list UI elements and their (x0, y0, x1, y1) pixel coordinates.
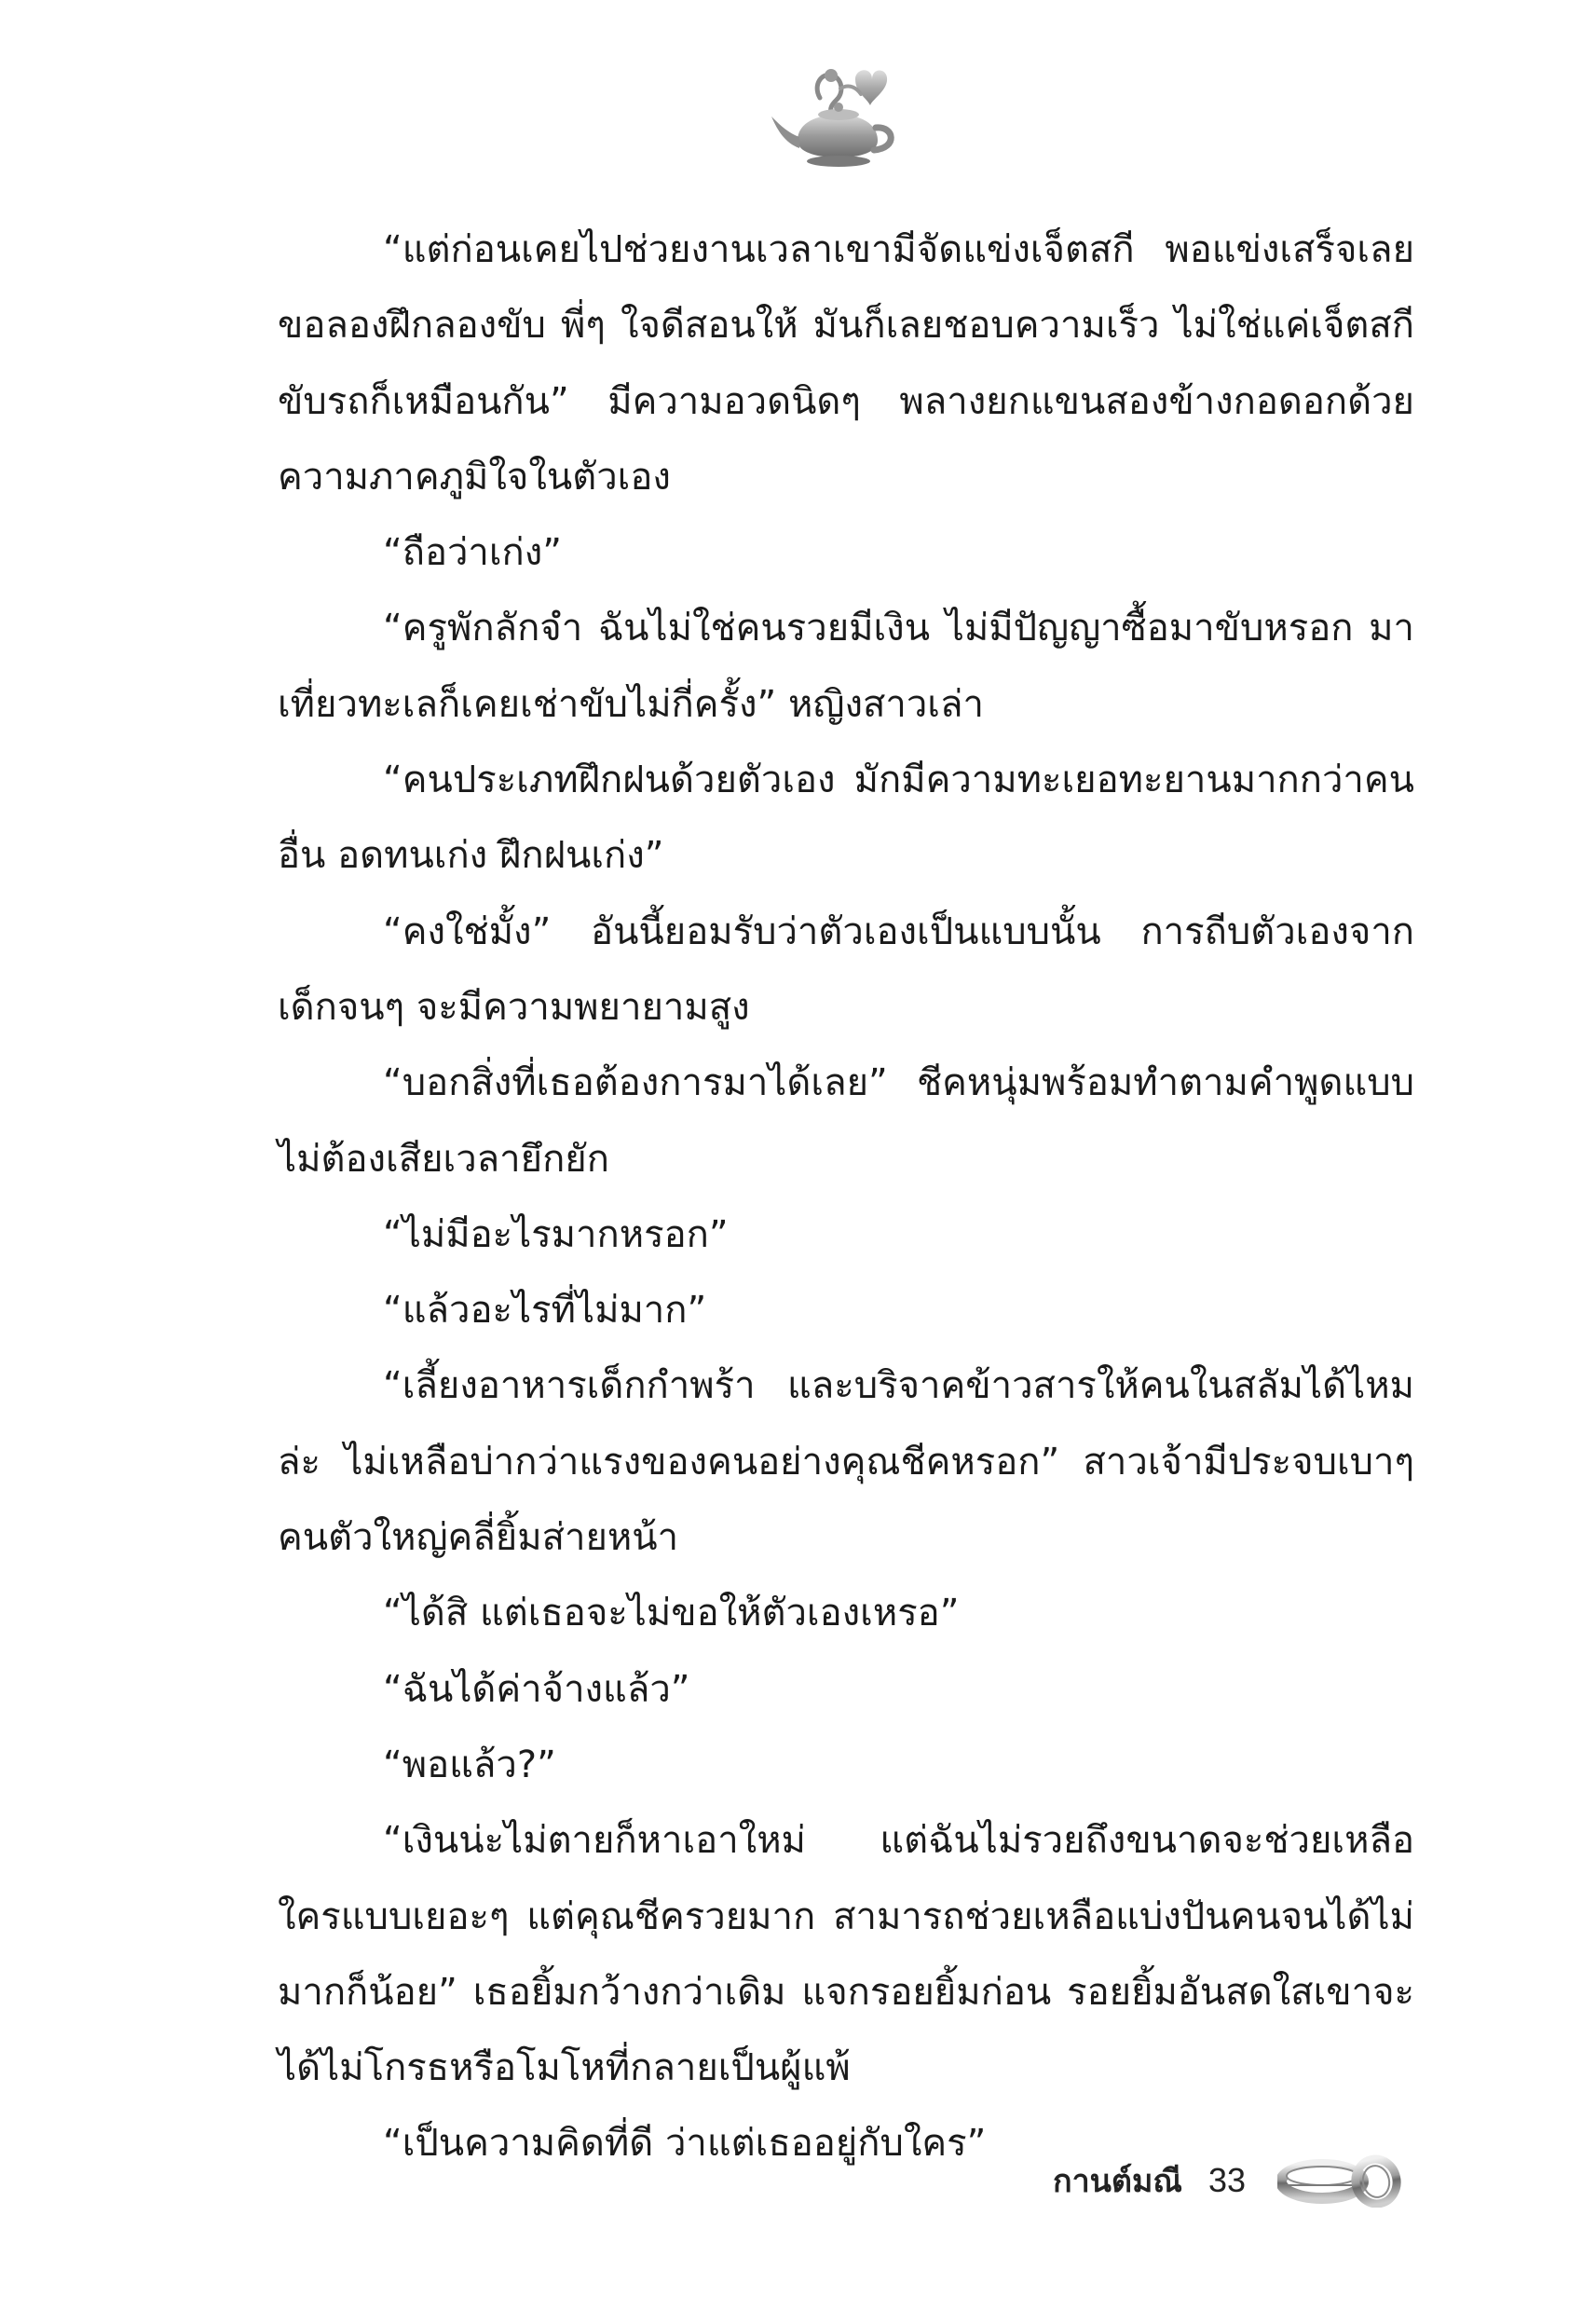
paragraph: “ไม่มีอะไรมากหรอก” (383, 1212, 729, 1256)
paragraph: “แล้วอะไรที่ไม่มาก” (383, 1289, 707, 1333)
chapter-body-text (278, 212, 1414, 2182)
paragraph: “แต่ก่อนเคยไปช่วยงานเวลาเขามีจัดแข่งเจ็ตสกี พอแข่งเสร็จเลยขอลองฝึกลองขับ พี่ๆ ใจดีสอนให้ มันก็เลยชอบความเร็ว ไม่ใช่แค่เจ็ตสกี ขับรถก็เหมือนกัน” มีความอวดนิดๆ พลางยกแขนสองข้างกอดอกด้วยความภาคภูมิใจในตัวเอง (278, 228, 1414, 499)
paragraph: “ถือว่าเก่ง” (383, 531, 563, 575)
paragraph: “เลี้ยงอาหารเด็กกำพร้า และบริจาคข้าวสารให้คนในสลัมได้ไหมล่ะ ไม่เหลือบ่ากว่าแรงของคนอย่างคุณชีคหรอก” สาวเจ้ามีประจบเบาๆ คนตัวใหญ่คลี่ยิ้มส่ายหน้า (278, 1364, 1414, 1560)
teapot-with-heart-ornament-icon (764, 51, 904, 172)
paragraph: “ฉันได้ค่าจ้างแล้ว” (383, 1667, 690, 1711)
paragraph: “บอกสิ่งที่เธอต้องการมาได้เลย” ชีคหนุ่มพร้อมทำตามคำพูดแบบไม่ต้องเสียเวลายึกยัก (278, 1061, 1414, 1181)
paragraph: “คงใช่มั้ง” อันนี้ยอมรับว่าตัวเองเป็นแบบนั้น การถีบตัวเองจากเด็กจนๆ จะมีความพยายามสูง (278, 909, 1414, 1029)
paragraph: “ครูพักลักจำ ฉันไม่ใช่คนรวยมีเงิน ไม่มีปัญญาซื้อมาขับหรอก มาเที่ยวทะเลก็เคยเช่าขับไม่กี่ครั้ง” หญิงสาวเล่า (278, 607, 1414, 726)
page-footer (1053, 2153, 1408, 2208)
page-number: 33 (1207, 2161, 1247, 2199)
wedding-rings-icon (1277, 2154, 1408, 2208)
paragraph: “คนประเภทฝึกฝนด้วยตัวเอง มักมีความทะเยอทะยานมากกว่าคนอื่น อดทนเก่ง ฝึกฝนเก่ง” (278, 759, 1414, 878)
paragraph: “เงินน่ะไม่ตายก็หาเอาใหม่ แต่ฉันไม่รวยถึงขนาดจะช่วยเหลือใครแบบเยอะๆ แต่คุณชีครวยมาก สามารถช่วยเหลือแบ่งปันคนจนได้ไม่มากก็น้อย” เธอยิ้มกว้างกว่าเดิม แจกรอยยิ้มก่อน รอยยิ้มอันสดใสเขาจะได้ไม่โกรธหรือโมโหที่กลายเป็นผู้แพ้ (278, 1819, 1414, 2090)
book-title: กานต์มณี (1053, 2163, 1182, 2200)
paragraph: “ได้สิ แต่เธอจะไม่ขอให้ตัวเองเหรอ” (383, 1592, 960, 1635)
paragraph: “พอแล้ว?” (383, 1743, 556, 1786)
paragraph: “เป็นความคิดที่ดี ว่าแต่เธออยู่กับใคร” (383, 2122, 987, 2166)
